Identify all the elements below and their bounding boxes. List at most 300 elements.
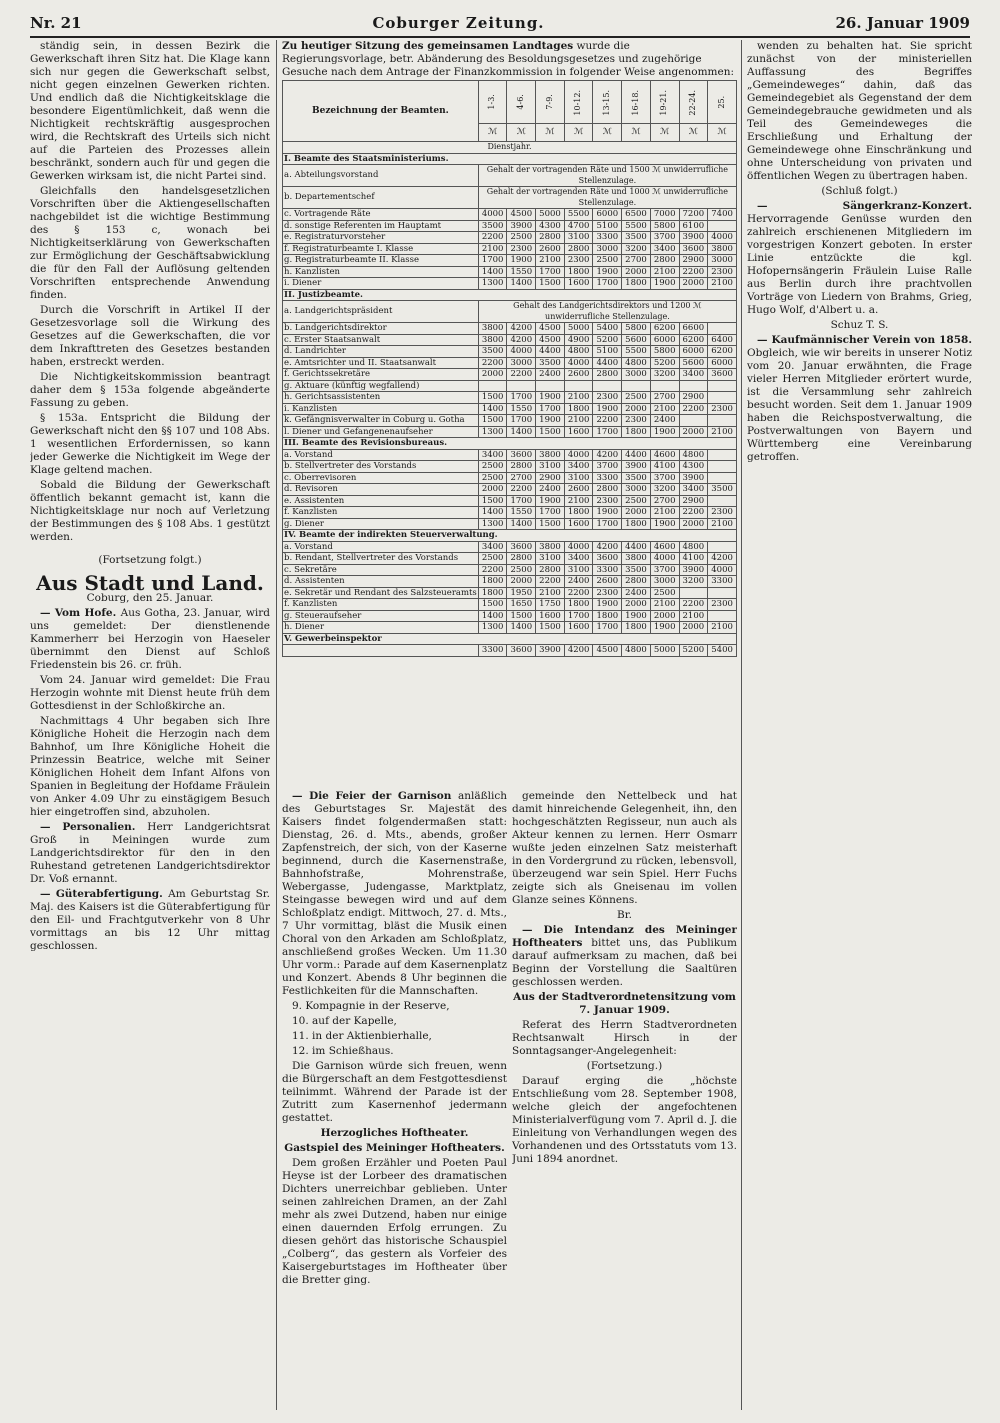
salary-cell: 1800 bbox=[622, 518, 651, 530]
row-label: d. Assistenten bbox=[283, 576, 479, 588]
salary-cell: 4000 bbox=[564, 541, 593, 553]
salary-cell: 2800 bbox=[507, 461, 536, 473]
salary-cell: 1800 bbox=[564, 403, 593, 415]
salary-cell: 3300 bbox=[478, 645, 507, 657]
salary-cell: 4400 bbox=[593, 357, 622, 369]
signature: (Schluß folgt.) bbox=[821, 185, 898, 197]
table-group-row bbox=[283, 438, 737, 450]
salary-cell: 2700 bbox=[507, 472, 536, 484]
salary-cell: 5600 bbox=[622, 334, 651, 346]
table-row bbox=[283, 576, 737, 588]
salary-cell: 2200 bbox=[536, 576, 565, 588]
row-label: g. Diener bbox=[283, 518, 479, 530]
salary-cell: 4000 bbox=[708, 564, 737, 576]
row-label: e. Sekretär und Rendant des Salzsteueramts bbox=[284, 587, 477, 598]
salary-cell: 2800 bbox=[507, 553, 536, 565]
salary-cell: 1600 bbox=[536, 610, 565, 622]
row-label: g. Steueraufseher bbox=[283, 610, 479, 622]
salary-cell: 1700 bbox=[507, 415, 536, 427]
paragraph-text: Vom 24. Januar wird gemeldet: Die Frau Herzogin wohnte mit Dienst heute früh dem Gottesdienst in der Schloßkirche an. bbox=[30, 674, 270, 712]
salary-cell: 2200 bbox=[679, 266, 708, 278]
salary-cell: 1700 bbox=[507, 392, 536, 404]
table-group-row bbox=[283, 289, 737, 301]
salary-cell: 4300 bbox=[536, 220, 565, 232]
row-label: b. Departementschef bbox=[283, 187, 479, 209]
salary-cell: 2300 bbox=[708, 599, 737, 611]
salary-cell: 4000 bbox=[507, 346, 536, 358]
salary-cell: 5800 bbox=[650, 220, 679, 232]
row-label: i. Diener bbox=[283, 278, 479, 290]
row-note: Gehalt der vortragenden Räte und 1500 ℳ unwiderrufliche Stellenzulage. bbox=[478, 165, 736, 187]
salary-cell: 5200 bbox=[679, 645, 708, 657]
salary-cell: 4000 bbox=[708, 232, 737, 244]
table-row bbox=[283, 645, 737, 657]
news-item bbox=[30, 674, 270, 713]
salary-cell: 3000 bbox=[650, 576, 679, 588]
column-4 bbox=[747, 40, 972, 1410]
salary-cell: 2500 bbox=[478, 553, 507, 565]
salary-cell: 3800 bbox=[622, 553, 651, 565]
salary-cell: 1700 bbox=[593, 622, 622, 634]
list-item bbox=[282, 1045, 507, 1058]
salary-cell: 1550 bbox=[507, 403, 536, 415]
salary-cell: 6000 bbox=[593, 209, 622, 221]
signature: Schuz T. S. bbox=[830, 319, 889, 331]
salary-cell: 2700 bbox=[622, 255, 651, 267]
salary-cell: 4200 bbox=[708, 553, 737, 565]
salary-cell: 4500 bbox=[507, 209, 536, 221]
salary-cell: 2500 bbox=[478, 461, 507, 473]
table-row bbox=[283, 507, 737, 519]
salary-cell: 2300 bbox=[708, 266, 737, 278]
salary-cell: 3500 bbox=[536, 357, 565, 369]
salary-cell: 1400 bbox=[478, 507, 507, 519]
salary-cell: 1600 bbox=[564, 278, 593, 290]
salary-cell: 2200 bbox=[478, 564, 507, 576]
salary-cell: 4500 bbox=[536, 323, 565, 335]
table-row bbox=[283, 232, 737, 244]
salary-cell: 2300 bbox=[593, 392, 622, 404]
salary-cell: 4700 bbox=[564, 220, 593, 232]
salary-cell: 1400 bbox=[478, 266, 507, 278]
salary-cell: 2000 bbox=[478, 369, 507, 381]
salary-cell: 2100 bbox=[650, 507, 679, 519]
issue-date: 26. Januar 1909 bbox=[835, 14, 970, 32]
salary-cell: 3600 bbox=[593, 553, 622, 565]
salary-cell: 2100 bbox=[679, 610, 708, 622]
salary-cell: 5100 bbox=[593, 220, 622, 232]
table-row bbox=[283, 472, 737, 484]
paragraph bbox=[512, 790, 737, 907]
salary-cell bbox=[708, 323, 737, 335]
salary-cell bbox=[679, 587, 708, 599]
salary-cell: 5500 bbox=[622, 220, 651, 232]
news-item bbox=[747, 200, 972, 317]
salary-cell: 1900 bbox=[622, 610, 651, 622]
row-label: a. Abteilungsvorstand bbox=[283, 165, 479, 187]
salary-cell: 2000 bbox=[507, 576, 536, 588]
salary-cell: 4000 bbox=[564, 449, 593, 461]
salary-cell: 2000 bbox=[622, 403, 651, 415]
salary-cell: 1300 bbox=[478, 518, 507, 530]
salary-cell: 5200 bbox=[593, 334, 622, 346]
salary-cell: 3900 bbox=[507, 220, 536, 232]
row-label: k. Gefängnisverwalter in Coburg u. Gotha bbox=[283, 415, 479, 427]
paragraph-text: anläßlich des Geburtstages Sr. Majestät des Kaisers findet folgendermaßen statt: Dienstag, 26. d. Mts., abends, großer Zapfenstreich, der sich, von der Kaserne beginnend, durch die Kasernenstraße, Bahnhofstraße, Mohrenstraße, Webergasse, Judengasse, Marktplatz, Steingasse bewegen wird und auf dem Schloßplatz endigt. Mittwoch, 27. d. Mts., 7 Uhr vormittag, bläst die Musik einen Choral von den Arkaden am Schloßplatz, anschließend großes Wecken. Um 11.30 Uhr vorm.: Parade auf dem Kasernenplatz und Konzert. Abends 8 Uhr beginnen die Festlichkeiten für die Mannschaften. bbox=[282, 790, 507, 997]
salary-cell: 4000 bbox=[478, 209, 507, 221]
unit-cell: ℳ bbox=[622, 123, 651, 141]
salary-cell: 4400 bbox=[536, 346, 565, 358]
salary-cell: 2100 bbox=[650, 266, 679, 278]
list-text: im Schießhaus. bbox=[312, 1045, 394, 1057]
salary-cell bbox=[708, 541, 737, 553]
paragraph-text: § 153a. Entspricht die Bildung der Gewerkschaft nicht den §§ 107 und 108 Abs. 1 wesentlichen Erfordernissen, so kann jeder Gewerke die Nichtigkeit im Wege der Klage geltend machen. bbox=[30, 412, 270, 476]
list-item bbox=[282, 1015, 507, 1028]
paragraph-text: Darauf erging die „höchste Entschließung vom 28. September 1908, welche gleich der angefochtenen Ministerialverfügung vom 7. April d. J. die Einleitung von Verhandlungen wegen des Vorhandenen und des Ortsstatuts vom 13. Juni 1894 anordnet. bbox=[512, 1075, 737, 1165]
salary-cell: 3400 bbox=[478, 449, 507, 461]
table-row bbox=[283, 495, 737, 507]
salary-cell bbox=[708, 415, 737, 427]
table-row bbox=[283, 334, 737, 346]
salary-cell: 4500 bbox=[536, 334, 565, 346]
salary-cell: 2300 bbox=[564, 255, 593, 267]
salary-cell bbox=[536, 380, 565, 392]
salary-cell: 2800 bbox=[622, 576, 651, 588]
salary-cell: 1300 bbox=[478, 622, 507, 634]
table-row bbox=[283, 278, 737, 290]
paragraph-text: Dem großen Erzähler und Poeten Paul Heyse ist der Lorbeer des dramatischen Dichters unerreichbar geblieben. Unter seinen zahlreichen Dramen, an der Zahl mehr als zwei Dutzend, haben nur einige einen dauernden Erfolg errungen. Zu diesen gehört das historische Schauspiel „Colberg“, das gestern als Vorfeier des Kaisergeburtstages im Hoftheater über die Bretter ging. bbox=[282, 1157, 507, 1286]
salary-cell: 3800 bbox=[708, 243, 737, 255]
salary-cell: 2300 bbox=[593, 495, 622, 507]
table-group-row bbox=[283, 633, 737, 645]
salary-cell: 2100 bbox=[536, 587, 565, 599]
salary-cell: 1800 bbox=[593, 610, 622, 622]
salary-cell: 5800 bbox=[650, 346, 679, 358]
salary-cell: 1600 bbox=[564, 622, 593, 634]
salary-cell: 5000 bbox=[650, 645, 679, 657]
salary-cell: 1800 bbox=[478, 576, 507, 588]
salary-cell: 1700 bbox=[536, 266, 565, 278]
news-item bbox=[282, 790, 507, 998]
salary-cell: 6000 bbox=[679, 346, 708, 358]
row-label: f. Registraturbeamte I. Klasse bbox=[283, 243, 479, 255]
salary-cell: 2300 bbox=[708, 403, 737, 415]
salary-cell bbox=[708, 495, 737, 507]
salary-cell: 2400 bbox=[536, 484, 565, 496]
salary-cell: 1700 bbox=[478, 255, 507, 267]
salary-cell: 6000 bbox=[650, 334, 679, 346]
row-label: h. Gerichtsassistenten bbox=[283, 392, 479, 404]
salary-cell: 2900 bbox=[679, 392, 708, 404]
salary-table-wrap bbox=[282, 80, 737, 780]
salary-cell: 1600 bbox=[564, 518, 593, 530]
row-label: e. Assistenten bbox=[283, 495, 479, 507]
salary-cell: 2500 bbox=[650, 587, 679, 599]
salary-cell: 3000 bbox=[708, 255, 737, 267]
salary-cell bbox=[478, 380, 507, 392]
salary-cell: 3500 bbox=[622, 472, 651, 484]
salary-cell: 2400 bbox=[622, 587, 651, 599]
row-label bbox=[283, 645, 479, 657]
salary-cell: 1700 bbox=[507, 495, 536, 507]
salary-cell: 2500 bbox=[593, 255, 622, 267]
salary-cell: 3200 bbox=[679, 576, 708, 588]
salary-cell: 6500 bbox=[622, 209, 651, 221]
salary-cell: 2200 bbox=[478, 232, 507, 244]
list-number: 9. bbox=[292, 1000, 306, 1012]
salary-cell: 3400 bbox=[650, 243, 679, 255]
salary-cell: 2500 bbox=[507, 564, 536, 576]
salary-cell: 1900 bbox=[507, 255, 536, 267]
table-row bbox=[283, 380, 737, 392]
paragraph bbox=[512, 1019, 737, 1058]
salary-cell: 2100 bbox=[536, 255, 565, 267]
salary-cell: 3600 bbox=[507, 449, 536, 461]
table-group-row bbox=[283, 530, 737, 542]
salary-cell: 2600 bbox=[593, 576, 622, 588]
salary-cell: 2100 bbox=[478, 243, 507, 255]
salary-cell: 4300 bbox=[679, 461, 708, 473]
salary-cell: 3000 bbox=[593, 243, 622, 255]
salary-cell: 1900 bbox=[593, 403, 622, 415]
salary-cell: 1900 bbox=[650, 426, 679, 438]
salary-cell: 1900 bbox=[593, 507, 622, 519]
table-group-title: II. Justizbeamte. bbox=[283, 289, 737, 301]
theater-heading: Herzogliches Hoftheater. bbox=[320, 1127, 469, 1139]
table-row bbox=[283, 564, 737, 576]
salary-cell: 2200 bbox=[564, 587, 593, 599]
salary-cell: 3200 bbox=[650, 369, 679, 381]
salary-cell: 5400 bbox=[593, 323, 622, 335]
salary-cell bbox=[708, 461, 737, 473]
salary-cell: 4400 bbox=[622, 449, 651, 461]
paragraph-heading: — Die Feier der Garnison bbox=[292, 790, 458, 802]
salary-cell: 1500 bbox=[536, 426, 565, 438]
salary-cell: 2000 bbox=[622, 507, 651, 519]
row-label: f. Gerichtssekretäre bbox=[283, 369, 479, 381]
paragraph-text: Herr Landgerichtsrat Groß in Meiningen wurde zum Landgerichtsdirektor für den in den Ruhestand getretenen Landgerichtsdirektor Dr. Voß ernannt. bbox=[30, 821, 270, 885]
salary-cell: 4800 bbox=[679, 449, 708, 461]
column-2 bbox=[282, 790, 507, 1410]
salary-cell: 2100 bbox=[650, 403, 679, 415]
paragraph-text: gemeinde den Nettelbeck und hat damit hinreichende Gelegenheit, ihn, den hochgeschätzten Regisseur, nun auch als Akteur kennen zu lernen. Herr Osmarr wußte jeden einzelnen Satz meisterhaft in den Vordergrund zu rücken, lebensvoll, überzeugend war sein Spiel. Herr Fuchs zeigte sich als Gneisenau im vollen Glanze seines Könnens. bbox=[512, 790, 737, 906]
section-title: Aus Stadt und Land. bbox=[36, 571, 264, 595]
salary-cell: 2200 bbox=[507, 369, 536, 381]
salary-cell: 2700 bbox=[650, 392, 679, 404]
salary-cell: 1400 bbox=[507, 518, 536, 530]
table-row bbox=[283, 403, 737, 415]
salary-cell: 1600 bbox=[564, 426, 593, 438]
salary-cell: 4800 bbox=[622, 645, 651, 657]
table-row bbox=[283, 518, 737, 530]
salary-cell: 3000 bbox=[622, 484, 651, 496]
salary-cell: 2300 bbox=[708, 507, 737, 519]
salary-cell: 1500 bbox=[478, 392, 507, 404]
table-row bbox=[283, 220, 737, 232]
salary-cell: 2800 bbox=[564, 243, 593, 255]
salary-cell: 5000 bbox=[564, 323, 593, 335]
news-item bbox=[30, 715, 270, 819]
table-row bbox=[283, 553, 737, 565]
salary-cell: 4000 bbox=[650, 553, 679, 565]
table-group-title: I. Beamte des Staatsministeriums. bbox=[283, 153, 737, 165]
year-range: 13-15. bbox=[593, 81, 622, 124]
salary-cell: 4900 bbox=[564, 334, 593, 346]
salary-cell: 3400 bbox=[564, 553, 593, 565]
salary-cell: 3200 bbox=[622, 243, 651, 255]
salary-cell bbox=[708, 449, 737, 461]
salary-cell: 6000 bbox=[708, 357, 737, 369]
salary-cell: 1500 bbox=[478, 495, 507, 507]
row-label: c. Vortragende Räte bbox=[283, 209, 479, 221]
salary-cell: 3500 bbox=[708, 484, 737, 496]
salary-cell bbox=[679, 380, 708, 392]
unit-cell: ℳ bbox=[650, 123, 679, 141]
row-note: Gehalt der vortragenden Räte und 1000 ℳ unwiderrufliche Stellenzulage. bbox=[478, 187, 736, 209]
salary-cell: 2500 bbox=[507, 232, 536, 244]
table-center-title-row bbox=[283, 142, 737, 154]
salary-cell: 1800 bbox=[564, 266, 593, 278]
salary-cell: 1400 bbox=[478, 610, 507, 622]
salary-cell: 2800 bbox=[593, 484, 622, 496]
table-row bbox=[283, 357, 737, 369]
salary-cell: 1300 bbox=[478, 426, 507, 438]
salary-cell: 2800 bbox=[593, 369, 622, 381]
col-left-title: Bezeichnung der Beamten. bbox=[283, 81, 479, 142]
unit-cell: ℳ bbox=[679, 123, 708, 141]
news-item bbox=[747, 334, 972, 464]
salary-cell: 2200 bbox=[679, 507, 708, 519]
salary-cell: 3700 bbox=[650, 564, 679, 576]
salary-cell: 1500 bbox=[536, 518, 565, 530]
paragraph-text: Referat des Herrn Stadtverordneten Rechtsanwalt Hirsch in der Sonntagsanger-Angelegenheit: bbox=[512, 1019, 737, 1057]
salary-cell: 1400 bbox=[478, 403, 507, 415]
table-group-row bbox=[283, 153, 737, 165]
salary-cell: 3800 bbox=[536, 449, 565, 461]
salary-cell: 6200 bbox=[708, 346, 737, 358]
salary-cell: 4000 bbox=[564, 357, 593, 369]
meeting-heading: Aus der Stadtverordnetensitzung vom 7. Januar 1909. bbox=[513, 991, 736, 1016]
salary-cell: 2200 bbox=[679, 403, 708, 415]
news-item bbox=[30, 607, 270, 672]
salary-cell: 3900 bbox=[622, 461, 651, 473]
salary-cell: 3800 bbox=[478, 334, 507, 346]
salary-cell: 7000 bbox=[650, 209, 679, 221]
paragraph bbox=[512, 1075, 737, 1166]
table-row bbox=[283, 449, 737, 461]
salary-cell: 2000 bbox=[650, 610, 679, 622]
row-label: c. Sekretäre bbox=[283, 564, 479, 576]
table-row bbox=[283, 599, 737, 611]
salary-cell: 6200 bbox=[679, 334, 708, 346]
unit-cell: ℳ bbox=[593, 123, 622, 141]
table-row bbox=[283, 301, 737, 323]
table-group-title: IV. Beamte der indirekten Steuerverwaltung. bbox=[283, 530, 737, 542]
salary-cell: 7200 bbox=[679, 209, 708, 221]
salary-cell: 2800 bbox=[536, 564, 565, 576]
salary-cell bbox=[708, 610, 737, 622]
salary-cell: 4600 bbox=[650, 541, 679, 553]
salary-cell: 2500 bbox=[622, 495, 651, 507]
salary-cell: 2200 bbox=[507, 484, 536, 496]
salary-cell: 2900 bbox=[679, 255, 708, 267]
salary-table bbox=[282, 80, 737, 657]
salary-cell: 2000 bbox=[679, 426, 708, 438]
salary-cell: 2600 bbox=[536, 243, 565, 255]
table-row bbox=[283, 415, 737, 427]
salary-cell: 1900 bbox=[593, 266, 622, 278]
salary-cell: 5100 bbox=[593, 346, 622, 358]
row-label: b. Stellvertreter des Vorstands bbox=[283, 461, 479, 473]
unit-cell: ℳ bbox=[708, 123, 737, 141]
salary-cell: 6400 bbox=[708, 334, 737, 346]
salary-cell: 2200 bbox=[478, 357, 507, 369]
salary-cell: 1500 bbox=[507, 610, 536, 622]
row-label: f. Kanzlisten bbox=[283, 599, 479, 611]
salary-cell: 1950 bbox=[507, 587, 536, 599]
salary-cell: 2100 bbox=[708, 278, 737, 290]
row-label: a. Vorstand bbox=[283, 541, 479, 553]
salary-cell: 1750 bbox=[536, 599, 565, 611]
row-label: g. Aktuare (künftig wegfallend) bbox=[283, 380, 479, 392]
paragraph-heading: — Vom Hofe. bbox=[40, 607, 121, 619]
paragraph-heading: — Güterabfertigung. bbox=[40, 888, 169, 900]
salary-cell: 2100 bbox=[708, 518, 737, 530]
salary-cell: 2900 bbox=[679, 495, 708, 507]
row-label: h. Diener bbox=[283, 622, 479, 634]
table-group-title: V. Gewerbeinspektor bbox=[283, 633, 737, 645]
list-item bbox=[282, 1000, 507, 1013]
paragraph-text: wenden zu behalten hat. Sie spricht zunächst von der ministeriellen Auffassung des Begriffes „Gemeindeweges“ dahin, daß das Gemeindegebiet als Gegenstand der dem Gemeindegebrauche gewidmeten und als Teil des Gemeindeweges die Erschließung und Erhaltung der Gemeindewege ohne Einschränkung und ohne Unterscheidung von privaten und öffentlichen Wegen zu übertragen haben. bbox=[747, 40, 972, 182]
salary-cell: 2200 bbox=[679, 599, 708, 611]
row-label: d. sonstige Referenten im Hauptamt bbox=[283, 220, 479, 232]
row-label: b. Landgerichtsdirektor bbox=[283, 323, 479, 335]
table-row bbox=[283, 392, 737, 404]
salary-cell: 1500 bbox=[536, 622, 565, 634]
salary-cell: 2600 bbox=[564, 369, 593, 381]
paragraph bbox=[30, 304, 270, 369]
salary-cell: 3400 bbox=[478, 541, 507, 553]
salary-cell: 1400 bbox=[507, 622, 536, 634]
salary-cell: 5000 bbox=[536, 209, 565, 221]
year-range: 7-9. bbox=[536, 81, 565, 124]
salary-cell: 3900 bbox=[536, 645, 565, 657]
paragraph-text: Am Geburtstag Sr. Maj. des Kaisers ist die Güterabfertigung für den Eil- und Frachtgutverkehr von 8 Uhr vormittags an bis 12 Uhr mittag geschlossen. bbox=[30, 888, 270, 952]
salary-cell: 2800 bbox=[536, 232, 565, 244]
row-label: c. Oberrevisoren bbox=[283, 472, 479, 484]
salary-cell: 2100 bbox=[650, 599, 679, 611]
table-row bbox=[283, 369, 737, 381]
salary-cell: 1900 bbox=[650, 518, 679, 530]
unit-cell: ℳ bbox=[564, 123, 593, 141]
paragraph bbox=[282, 1157, 507, 1287]
salary-cell bbox=[593, 380, 622, 392]
row-label: c. Erster Staatsanwalt bbox=[283, 334, 479, 346]
row-note: Gehalt des Landgerichtsdirektors und 1200 ℳ unwiderrufliche Stellenzulage. bbox=[478, 301, 736, 323]
year-range: 22-24. bbox=[679, 81, 708, 124]
paragraph bbox=[747, 40, 972, 183]
paragraph-text: Aus Gotha, 23. Januar, wird uns gemeldet: Der dienstlenende Kammerherr bei Herzogin von Haeseler übernimmt den Dienst auf Schloß Friedenstein bis 26. cr. früh. bbox=[30, 607, 270, 671]
column-3 bbox=[512, 790, 737, 1410]
section-date: Coburg, den 25. Januar. bbox=[86, 592, 214, 604]
paragraph-text: Gleichfalls den handelsgesetzlichen Vorschriften über die Aktiengesellschaften nachgebildet ist die wichtige Bestimmung des § 153 c, wonach bei Nichtigkeitserklärung von Gewerkschaften zur Ermöglichung der Geschäftsabwicklung die für den Fall der Auflösung geltenden Vorschriften entsprechende Anwendung finden. bbox=[30, 185, 270, 301]
paragraph bbox=[30, 185, 270, 302]
salary-cell: 5400 bbox=[708, 645, 737, 657]
table-row bbox=[283, 461, 737, 473]
salary-cell: 2400 bbox=[536, 369, 565, 381]
list-text: Kompagnie in der Reserve, bbox=[305, 1000, 450, 1012]
row-label: d. Landrichter bbox=[283, 346, 479, 358]
